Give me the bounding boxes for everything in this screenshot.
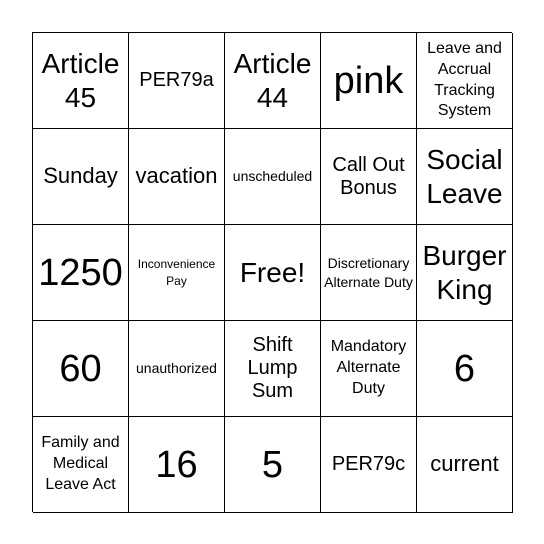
cell-text: PER79a	[139, 69, 214, 91]
bingo-cell-inconvenience-pay[interactable]	[129, 225, 225, 321]
cell-text: Sunday	[43, 163, 118, 189]
cell-text: unscheduled	[232, 168, 313, 185]
bingo-cell-sunday[interactable]	[33, 129, 129, 225]
bingo-cell-unauthorized[interactable]	[129, 321, 225, 417]
cell-text: Inconvenience Pay	[137, 256, 216, 288]
bingo-cell-mandatory-alternate-duty[interactable]	[321, 321, 417, 417]
bingo-cell-discretionary-alternate-duty[interactable]	[321, 225, 417, 321]
cell-text: 60	[59, 347, 102, 390]
bingo-board	[32, 32, 512, 512]
cell-text: Article 45	[41, 47, 120, 113]
bingo-cell-pink[interactable]	[321, 33, 417, 129]
cell-text: 6	[453, 347, 476, 390]
cell-text: 16	[155, 443, 198, 486]
bingo-cell-per79a[interactable]	[129, 33, 225, 129]
cell-text: Article 44	[233, 47, 312, 113]
bingo-cell-article-45[interactable]	[33, 33, 129, 129]
cell-text: Discretionary Alternate Duty	[324, 255, 413, 290]
cell-text: Burger King	[422, 239, 507, 305]
bingo-cell-free[interactable]	[225, 225, 321, 321]
bingo-cell-16[interactable]	[129, 417, 225, 513]
cell-text: Shift Lump Sum	[247, 334, 298, 402]
bingo-cell-per79c[interactable]	[321, 417, 417, 513]
cell-text: pink	[333, 59, 404, 102]
bingo-cell-social-leave[interactable]	[417, 129, 513, 225]
bingo-cell-1250[interactable]	[33, 225, 129, 321]
cell-text: vacation	[135, 163, 218, 189]
cell-text: Mandatory Alternate Duty	[330, 338, 407, 397]
cell-text: PER79c	[331, 453, 406, 475]
bingo-cell-6[interactable]	[417, 321, 513, 417]
cell-text: current	[430, 451, 499, 477]
bingo-cell-current[interactable]	[417, 417, 513, 513]
bingo-cell-call-out-bonus[interactable]	[321, 129, 417, 225]
bingo-cell-60[interactable]	[33, 321, 129, 417]
bingo-cell-vacation[interactable]	[129, 129, 225, 225]
cell-text: Leave and Accrual Tracking System	[427, 39, 502, 120]
cell-text: Social Leave	[426, 143, 503, 209]
cell-text: Family and Medical Leave Act	[41, 434, 120, 493]
bingo-cell-unscheduled[interactable]	[225, 129, 321, 225]
bingo-cell-burger-king[interactable]	[417, 225, 513, 321]
bingo-cell-leave-accrual-tracking[interactable]	[417, 33, 513, 129]
bingo-cell-fmla[interactable]	[33, 417, 129, 513]
bingo-cell-shift-lump-sum[interactable]	[225, 321, 321, 417]
cell-text: Free!	[239, 256, 306, 288]
bingo-cell-article-44[interactable]	[225, 33, 321, 129]
cell-text: unauthorized	[136, 360, 217, 377]
cell-text: 1250	[38, 251, 123, 294]
cell-text: Call Out Bonus	[332, 153, 405, 199]
bingo-cell-5[interactable]	[225, 417, 321, 513]
cell-text: 5	[261, 443, 284, 486]
